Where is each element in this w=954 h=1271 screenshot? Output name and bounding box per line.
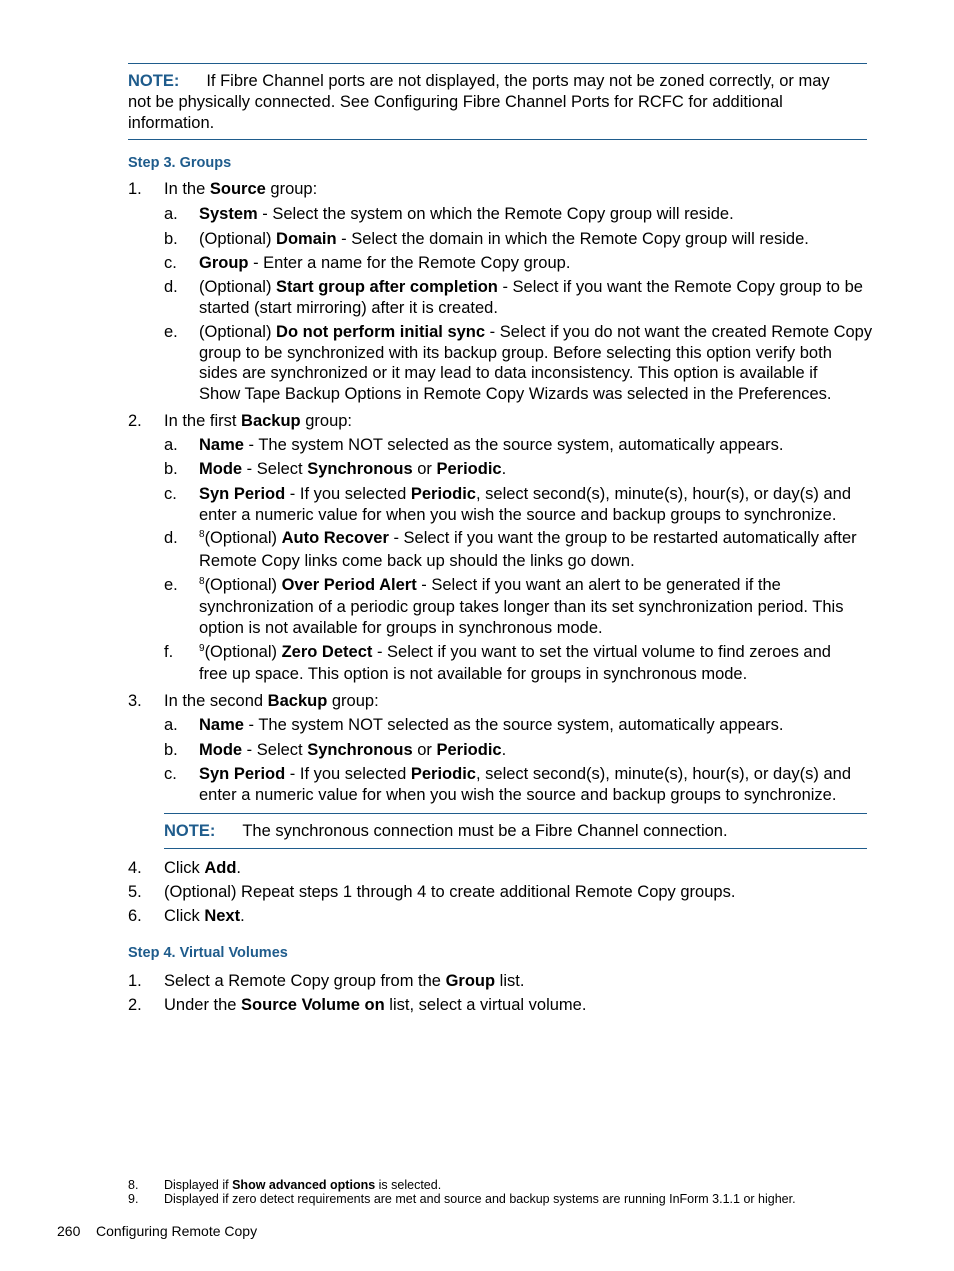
sub-letter: e. bbox=[164, 576, 178, 594]
sub-item-cont: enter a numeric value for when you wish the source and backup groups to synchronize. bbox=[199, 786, 837, 804]
sub-item: Mode - Select Synchronous or Periodic. bbox=[199, 460, 507, 478]
section-heading: Step 3. Groups bbox=[128, 155, 232, 171]
note-text: If Fibre Channel ports are not displayed, the ports may not be zoned correctly, or may bbox=[206, 72, 830, 90]
list-item: In the second Backup group: bbox=[164, 692, 379, 710]
sub-item: (Optional) Domain - Select the domain in which the Remote Copy group will reside. bbox=[199, 230, 809, 248]
note-box bbox=[128, 63, 867, 140]
list-number: 1. bbox=[128, 972, 142, 990]
footnote-number: 8. bbox=[128, 1178, 139, 1192]
sub-item: Name - The system NOT selected as the source system, automatically appears. bbox=[199, 716, 784, 734]
sub-letter: a. bbox=[164, 716, 178, 734]
section-heading: Step 4. Virtual Volumes bbox=[128, 945, 288, 961]
footnote-ref: 8 bbox=[199, 576, 205, 587]
sub-item-cont: started (start mirroring) after it is created. bbox=[199, 299, 498, 317]
page-section-title: Configuring Remote Copy bbox=[96, 1223, 258, 1239]
note-text: information. bbox=[128, 114, 215, 132]
sub-item-cont: Show Tape Backup Options in Remote Copy Wizards was selected in the Preferences. bbox=[199, 385, 832, 403]
list-item: Click Next. bbox=[164, 907, 245, 925]
sub-item: Syn Period - If you selected Periodic, select second(s), minute(s), hour(s), or day(s) and bbox=[199, 485, 852, 503]
sub-item: (Optional) Do not perform initial sync - Select if you do not want the created Remote Copy bbox=[199, 323, 873, 341]
footnote-ref: 9 bbox=[199, 643, 205, 654]
list-item: (Optional) Repeat steps 1 through 4 to create additional Remote Copy groups. bbox=[164, 883, 736, 901]
sub-item: System - Select the system on which the Remote Copy group will reside. bbox=[199, 205, 734, 223]
list-item: Click Add. bbox=[164, 859, 242, 877]
sub-letter: c. bbox=[164, 485, 177, 503]
list-item: Under the Source Volume on list, select a virtual volume. bbox=[164, 996, 587, 1014]
note-label: NOTE: bbox=[164, 822, 216, 840]
sub-item: (Optional) Start group after completion - Select if you want the Remote Copy group to be bbox=[199, 278, 863, 296]
list-number: 6. bbox=[128, 907, 142, 925]
sub-letter: a. bbox=[164, 205, 178, 223]
sub-item: Name - The system NOT selected as the source system, automatically appears. bbox=[199, 436, 784, 454]
sub-item-cont: option is not available for groups in synchronous mode. bbox=[199, 619, 603, 637]
sub-item: $^8$(Optional) Auto Recover - Select if you want the group to be restarted automatically after bbox=[199, 529, 857, 547]
sub-item: Group - Enter a name for the Remote Copy group. bbox=[199, 254, 571, 272]
list-number: 5. bbox=[128, 883, 142, 901]
sub-letter: c. bbox=[164, 765, 177, 783]
list-number: 2. bbox=[128, 996, 142, 1014]
sub-item-cont: free up space. This option is not available for groups in synchronous mode. bbox=[199, 665, 748, 683]
sub-letter: b. bbox=[164, 741, 178, 759]
sub-letter: b. bbox=[164, 460, 178, 478]
list-number: 1. bbox=[128, 180, 142, 198]
sub-letter: f. bbox=[164, 643, 174, 661]
sub-letter: e. bbox=[164, 323, 178, 341]
list-number: 2. bbox=[128, 412, 142, 430]
sub-item-cont: Remote Copy links come back up should the links go down. bbox=[199, 552, 635, 570]
list-item: Select a Remote Copy group from the Group list. bbox=[164, 972, 525, 990]
sub-item-cont: sides are synchronized or it may lead to data inconsistency. This option is available if bbox=[199, 364, 818, 382]
list-item: In the first Backup group: bbox=[164, 412, 353, 430]
note-text: not be physically connected. See Configuring Fibre Channel Ports for RCFC for additional bbox=[128, 93, 783, 111]
footnote-ref: 8 bbox=[199, 529, 205, 540]
note-box bbox=[164, 813, 867, 849]
sub-letter: b. bbox=[164, 230, 178, 248]
sub-item: $^9$(Optional) Zero Detect - Select if you want to set the virtual volume to find zeroes and bbox=[199, 643, 831, 661]
sub-letter: d. bbox=[164, 278, 178, 296]
sub-letter: d. bbox=[164, 529, 178, 547]
page-number: 260 bbox=[57, 1223, 81, 1239]
footnote: Displayed if zero detect requirements are met and source and backup systems are running InForm 3.1.1 or higher. bbox=[164, 1192, 796, 1206]
sub-item-cont: synchronization of a periodic group takes longer than its set synchronization period. This bbox=[199, 598, 844, 616]
sub-item: Mode - Select Synchronous or Periodic. bbox=[199, 741, 507, 759]
note-line-1 bbox=[128, 71, 830, 92]
note-line bbox=[164, 822, 728, 841]
list-number: 3. bbox=[128, 692, 142, 710]
sub-letter: a. bbox=[164, 436, 178, 454]
sub-item: $^8$(Optional) Over Period Alert - Select if you want an alert to be generated if the bbox=[199, 576, 781, 594]
sub-item-cont: enter a numeric value for when you wish the source and backup groups to synchronize. bbox=[199, 506, 837, 524]
note-text: The synchronous connection must be a Fibre Channel connection. bbox=[242, 822, 728, 840]
sub-item: Syn Period - If you selected Periodic, select second(s), minute(s), hour(s), or day(s) and bbox=[199, 765, 852, 783]
note-label: NOTE: bbox=[128, 72, 180, 90]
list-number: 4. bbox=[128, 859, 142, 877]
footnote: Displayed if Show advanced options is selected. bbox=[164, 1178, 442, 1192]
footnote-number: 9. bbox=[128, 1192, 139, 1206]
sub-letter: c. bbox=[164, 254, 177, 272]
list-item: In the Source group: bbox=[164, 180, 318, 198]
sub-item-cont: group to be synchronized with its backup group. Before selecting this option verify both bbox=[199, 344, 832, 362]
